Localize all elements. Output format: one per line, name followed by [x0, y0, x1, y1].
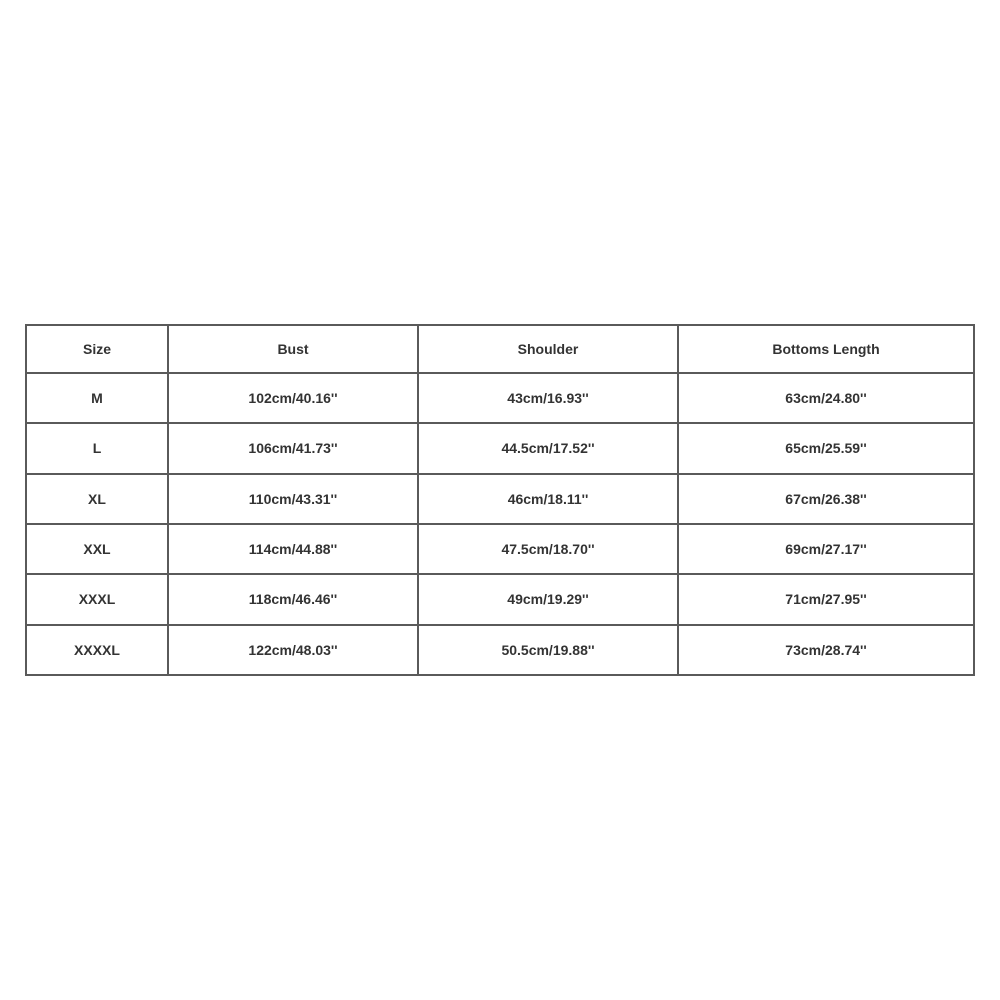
- cell-bust: 118cm/46.46'': [168, 574, 418, 624]
- cell-shoulder: 50.5cm/19.88'': [418, 625, 678, 675]
- cell-bottoms-length: 69cm/27.17'': [678, 524, 974, 574]
- table-row: [26, 524, 974, 574]
- table-row: [26, 574, 974, 624]
- cell-bust: 122cm/48.03'': [168, 625, 418, 675]
- table-row: [26, 625, 974, 675]
- table-header-row: [26, 325, 974, 373]
- cell-shoulder: 43cm/16.93'': [418, 373, 678, 423]
- header-size: Size: [26, 325, 168, 373]
- cell-bottoms-length: 73cm/28.74'': [678, 625, 974, 675]
- header-bottoms-length: Bottoms Length: [678, 325, 974, 373]
- cell-bottoms-length: 63cm/24.80'': [678, 373, 974, 423]
- table-row: [26, 423, 974, 473]
- cell-shoulder: 44.5cm/17.52'': [418, 423, 678, 473]
- size-chart-table: [25, 324, 975, 676]
- cell-size: XXXL: [26, 574, 168, 624]
- cell-size: XL: [26, 474, 168, 524]
- table-row: [26, 474, 974, 524]
- table-row: [26, 373, 974, 423]
- cell-shoulder: 46cm/18.11'': [418, 474, 678, 524]
- header-shoulder: Shoulder: [418, 325, 678, 373]
- cell-bust: 114cm/44.88'': [168, 524, 418, 574]
- cell-size: XXL: [26, 524, 168, 574]
- cell-bottoms-length: 67cm/26.38'': [678, 474, 974, 524]
- cell-shoulder: 47.5cm/18.70'': [418, 524, 678, 574]
- cell-size: M: [26, 373, 168, 423]
- cell-bottoms-length: 71cm/27.95'': [678, 574, 974, 624]
- header-bust: Bust: [168, 325, 418, 373]
- cell-bottoms-length: 65cm/25.59'': [678, 423, 974, 473]
- cell-bust: 106cm/41.73'': [168, 423, 418, 473]
- cell-bust: 102cm/40.16'': [168, 373, 418, 423]
- cell-size: XXXXL: [26, 625, 168, 675]
- cell-shoulder: 49cm/19.29'': [418, 574, 678, 624]
- cell-bust: 110cm/43.31'': [168, 474, 418, 524]
- cell-size: L: [26, 423, 168, 473]
